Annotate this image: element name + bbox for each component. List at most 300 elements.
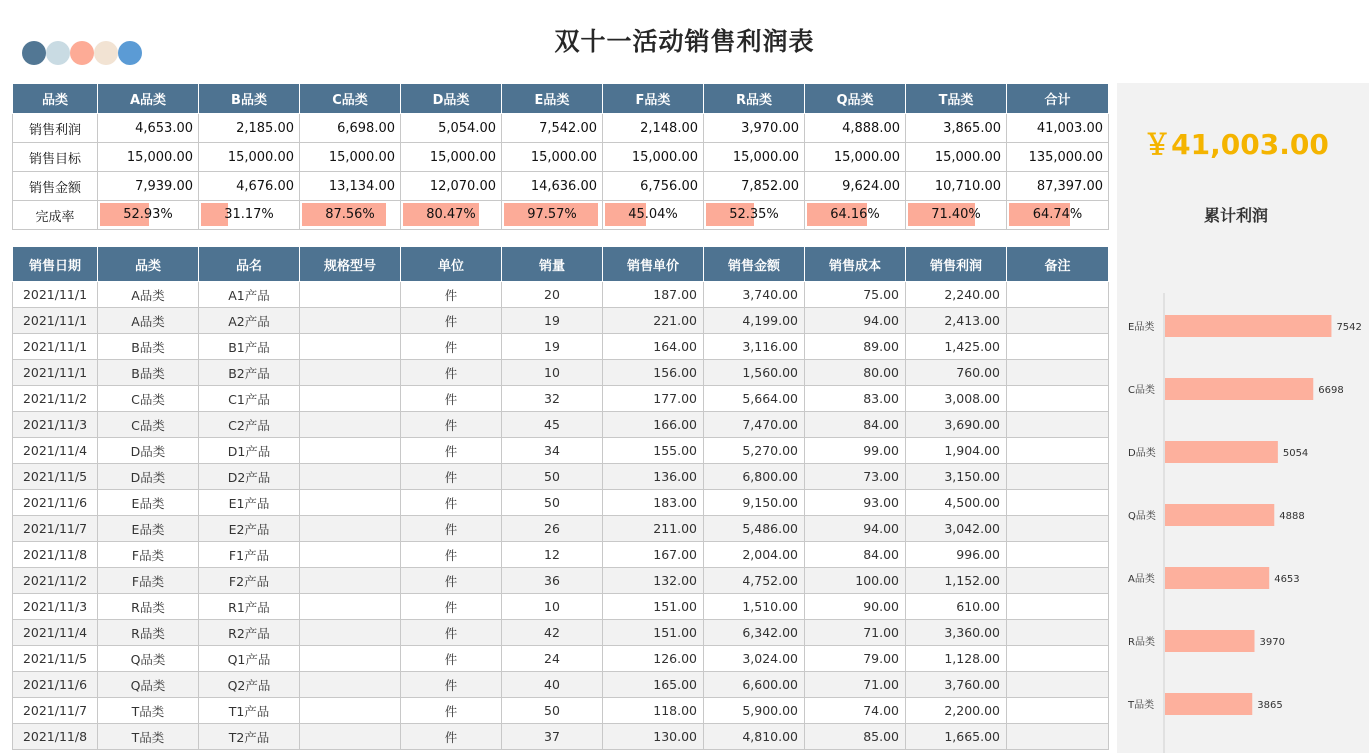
completion-rate-cell xyxy=(704,201,805,230)
table-cell[interactable]: 50 xyxy=(502,464,603,490)
table-cell[interactable] xyxy=(300,334,401,360)
summary-cell: 9,624.00 xyxy=(805,172,906,201)
table-cell[interactable]: 1,560.00 xyxy=(704,360,805,386)
table-cell[interactable]: Q品类 xyxy=(98,672,199,698)
table-cell[interactable] xyxy=(300,308,401,334)
table-cell[interactable] xyxy=(300,594,401,620)
table-cell[interactable] xyxy=(1007,438,1109,464)
table-cell[interactable]: 40 xyxy=(502,672,603,698)
summary-cell: 15,000.00 xyxy=(906,143,1007,172)
table-cell[interactable]: 71.00 xyxy=(805,620,906,646)
table-cell[interactable]: C品类 xyxy=(98,386,199,412)
chart-category-label: Q品类 xyxy=(1128,511,1156,522)
table-cell[interactable] xyxy=(300,698,401,724)
table-cell[interactable] xyxy=(300,672,401,698)
table-cell[interactable] xyxy=(300,438,401,464)
detail-header-cell: 品名 xyxy=(199,247,300,282)
table-cell[interactable]: 4,810.00 xyxy=(704,724,805,750)
table-cell[interactable]: F品类 xyxy=(98,542,199,568)
table-cell[interactable] xyxy=(300,412,401,438)
summary-cell: 4,888.00 xyxy=(805,114,906,143)
table-cell[interactable]: 2,200.00 xyxy=(906,698,1007,724)
table-row[interactable] xyxy=(13,568,1109,594)
table-cell[interactable]: 99.00 xyxy=(805,438,906,464)
table-cell[interactable]: 130.00 xyxy=(603,724,704,750)
summary-cell: 135,000.00 xyxy=(1007,143,1109,172)
table-cell[interactable]: 93.00 xyxy=(805,490,906,516)
summary-cell: 14,636.00 xyxy=(502,172,603,201)
table-cell[interactable]: 151.00 xyxy=(603,620,704,646)
table-cell[interactable]: 5,270.00 xyxy=(704,438,805,464)
table-cell[interactable] xyxy=(1007,542,1109,568)
table-cell[interactable]: 45 xyxy=(502,412,603,438)
table-cell[interactable]: 84.00 xyxy=(805,542,906,568)
summary-cell: 15,000.00 xyxy=(199,143,300,172)
table-cell[interactable] xyxy=(1007,386,1109,412)
table-cell[interactable]: Q2产品 xyxy=(199,672,300,698)
table-cell[interactable]: 34 xyxy=(502,438,603,464)
table-cell[interactable]: 610.00 xyxy=(906,594,1007,620)
summary-cell: 13,134.00 xyxy=(300,172,401,201)
table-cell[interactable]: 3,116.00 xyxy=(704,334,805,360)
table-cell[interactable]: A品类 xyxy=(98,282,199,308)
table-cell[interactable]: 件 xyxy=(401,282,502,308)
table-row[interactable] xyxy=(13,620,1109,646)
chart-value-label: 3970 xyxy=(1259,637,1285,648)
table-cell[interactable]: T2产品 xyxy=(199,724,300,750)
table-cell[interactable]: 2021/11/6 xyxy=(13,672,98,698)
table-cell[interactable]: 75.00 xyxy=(805,282,906,308)
completion-rate-cell xyxy=(502,201,603,230)
table-cell[interactable]: 1,510.00 xyxy=(704,594,805,620)
detail-header-cell: 销售成本 xyxy=(805,247,906,282)
table-cell[interactable] xyxy=(1007,646,1109,672)
table-cell[interactable] xyxy=(1007,594,1109,620)
table-row[interactable] xyxy=(13,308,1109,334)
table-cell[interactable]: 件 xyxy=(401,516,502,542)
summary-cell: 15,000.00 xyxy=(98,143,199,172)
table-cell[interactable]: B2产品 xyxy=(199,360,300,386)
table-cell[interactable]: 2021/11/7 xyxy=(13,698,98,724)
chart-bar xyxy=(1165,315,1331,337)
table-cell[interactable]: T1产品 xyxy=(199,698,300,724)
table-cell[interactable]: 件 xyxy=(401,698,502,724)
table-cell[interactable]: 1,128.00 xyxy=(906,646,1007,672)
summary-table xyxy=(12,83,1109,230)
table-cell[interactable]: 132.00 xyxy=(603,568,704,594)
table-cell[interactable]: 26 xyxy=(502,516,603,542)
table-row[interactable] xyxy=(13,490,1109,516)
table-cell[interactable]: 89.00 xyxy=(805,334,906,360)
table-cell[interactable]: T品类 xyxy=(98,698,199,724)
table-cell[interactable]: 7,470.00 xyxy=(704,412,805,438)
table-cell[interactable]: A2产品 xyxy=(199,308,300,334)
table-cell[interactable]: F品类 xyxy=(98,568,199,594)
table-row[interactable] xyxy=(13,360,1109,386)
table-cell[interactable] xyxy=(1007,464,1109,490)
table-cell[interactable]: 2021/11/3 xyxy=(13,594,98,620)
chart-value-label: 6698 xyxy=(1318,385,1344,396)
chart-value-label: 5054 xyxy=(1282,448,1309,459)
table-cell[interactable]: 2021/11/1 xyxy=(13,334,98,360)
summary-cell: 15,000.00 xyxy=(502,143,603,172)
detail-header-cell: 规格型号 xyxy=(300,247,401,282)
detail-table xyxy=(12,246,1109,750)
summary-cell: 6,756.00 xyxy=(603,172,704,201)
table-cell[interactable]: Q品类 xyxy=(98,646,199,672)
table-cell[interactable]: 42 xyxy=(502,620,603,646)
completion-rate-value: 64.16% xyxy=(830,207,880,222)
summary-header-cell: T品类 xyxy=(906,84,1007,114)
table-cell[interactable]: C品类 xyxy=(98,412,199,438)
total-profit: ￥41,003.00 xyxy=(1143,128,1329,161)
table-cell[interactable]: 1,152.00 xyxy=(906,568,1007,594)
chart-category-label: D品类 xyxy=(1128,448,1156,459)
summary-cell: 2,185.00 xyxy=(199,114,300,143)
table-cell[interactable]: 2021/11/3 xyxy=(13,412,98,438)
table-cell[interactable] xyxy=(300,542,401,568)
table-cell[interactable]: 165.00 xyxy=(603,672,704,698)
chart-bar xyxy=(1165,441,1278,463)
table-cell[interactable]: 2021/11/4 xyxy=(13,620,98,646)
summary-header-cell: D品类 xyxy=(401,84,502,114)
table-cell[interactable]: 83.00 xyxy=(805,386,906,412)
table-cell[interactable]: 4,752.00 xyxy=(704,568,805,594)
table-cell[interactable]: D1产品 xyxy=(199,438,300,464)
table-cell[interactable]: 件 xyxy=(401,672,502,698)
table-cell[interactable]: 2021/11/5 xyxy=(13,646,98,672)
table-cell[interactable]: R品类 xyxy=(98,594,199,620)
completion-rate-value: 64.74% xyxy=(1032,207,1083,222)
summary-cell: 15,000.00 xyxy=(704,143,805,172)
table-row[interactable] xyxy=(13,438,1109,464)
table-cell[interactable]: 24 xyxy=(502,646,603,672)
table-cell[interactable] xyxy=(300,724,401,750)
table-row[interactable] xyxy=(13,594,1109,620)
table-cell[interactable]: 9,150.00 xyxy=(704,490,805,516)
table-cell[interactable]: 84.00 xyxy=(805,412,906,438)
table-cell[interactable]: 177.00 xyxy=(603,386,704,412)
table-row[interactable] xyxy=(13,464,1109,490)
chart-value-label: 4653 xyxy=(1274,574,1300,585)
table-cell[interactable]: 221.00 xyxy=(603,308,704,334)
table-cell[interactable]: 件 xyxy=(401,542,502,568)
detail-header-cell: 销售单价 xyxy=(603,247,704,282)
completion-rate-cell xyxy=(300,201,401,230)
completion-rate-cell xyxy=(199,201,300,230)
table-row[interactable] xyxy=(13,282,1109,308)
table-row[interactable] xyxy=(13,334,1109,360)
table-cell[interactable]: 73.00 xyxy=(805,464,906,490)
table-cell[interactable] xyxy=(300,646,401,672)
table-row[interactable] xyxy=(13,646,1109,672)
detail-header-cell: 单位 xyxy=(401,247,502,282)
table-cell[interactable]: 1,904.00 xyxy=(906,438,1007,464)
table-row[interactable] xyxy=(13,542,1109,568)
table-cell[interactable]: 79.00 xyxy=(805,646,906,672)
table-cell[interactable]: 155.00 xyxy=(603,438,704,464)
completion-rate-cell xyxy=(1007,201,1109,230)
chart-category-label: R品类 xyxy=(1128,637,1155,648)
summary-cell: 7,939.00 xyxy=(98,172,199,201)
summary-row-label: 完成率 xyxy=(13,201,98,230)
table-cell[interactable]: R2产品 xyxy=(199,620,300,646)
summary-cell: 5,054.00 xyxy=(401,114,502,143)
table-cell[interactable]: R1产品 xyxy=(199,594,300,620)
table-cell[interactable]: 183.00 xyxy=(603,490,704,516)
table-row[interactable] xyxy=(13,698,1109,724)
summary-cell: 2,148.00 xyxy=(603,114,704,143)
summary-header-cell: 品类 xyxy=(13,84,98,114)
table-cell[interactable]: 3,008.00 xyxy=(906,386,1007,412)
table-cell[interactable]: 151.00 xyxy=(603,594,704,620)
detail-header-cell: 品类 xyxy=(98,247,199,282)
table-cell[interactable]: 3,024.00 xyxy=(704,646,805,672)
table-cell[interactable]: 2,240.00 xyxy=(906,282,1007,308)
table-cell[interactable]: 件 xyxy=(401,490,502,516)
table-cell[interactable] xyxy=(300,360,401,386)
table-cell[interactable]: 2021/11/8 xyxy=(13,724,98,750)
table-cell[interactable] xyxy=(1007,516,1109,542)
chart-bar xyxy=(1165,567,1269,589)
table-cell[interactable]: 71.00 xyxy=(805,672,906,698)
table-cell[interactable] xyxy=(1007,724,1109,750)
table-cell[interactable]: 996.00 xyxy=(906,542,1007,568)
summary-header-cell: 合计 xyxy=(1007,84,1109,114)
table-cell[interactable]: 2021/11/5 xyxy=(13,464,98,490)
table-cell[interactable] xyxy=(1007,672,1109,698)
table-cell[interactable]: 2021/11/7 xyxy=(13,516,98,542)
summary-row xyxy=(13,114,1109,143)
chart-value-label: 4888 xyxy=(1279,511,1305,522)
summary-cell: 15,000.00 xyxy=(401,143,502,172)
table-cell[interactable]: 90.00 xyxy=(805,594,906,620)
table-cell[interactable]: 件 xyxy=(401,724,502,750)
table-cell[interactable]: 100.00 xyxy=(805,568,906,594)
summary-cell: 4,676.00 xyxy=(199,172,300,201)
summary-header-cell: R品类 xyxy=(704,84,805,114)
summary-row-label: 销售目标 xyxy=(13,143,98,172)
chart-category-label: E品类 xyxy=(1128,322,1155,333)
table-cell[interactable]: 187.00 xyxy=(603,282,704,308)
table-cell[interactable]: 50 xyxy=(502,698,603,724)
summary-cell: 15,000.00 xyxy=(805,143,906,172)
completion-rate-cell xyxy=(98,201,199,230)
table-cell[interactable]: 126.00 xyxy=(603,646,704,672)
table-cell[interactable]: 156.00 xyxy=(603,360,704,386)
table-cell[interactable]: 5,664.00 xyxy=(704,386,805,412)
profit-panel xyxy=(1117,83,1369,753)
table-cell[interactable]: A1产品 xyxy=(199,282,300,308)
table-cell[interactable]: 件 xyxy=(401,438,502,464)
table-cell[interactable]: 85.00 xyxy=(805,724,906,750)
table-cell[interactable]: 32 xyxy=(502,386,603,412)
table-row[interactable] xyxy=(13,412,1109,438)
detail-header-cell: 备注 xyxy=(1007,247,1109,282)
table-cell[interactable]: R品类 xyxy=(98,620,199,646)
table-cell[interactable]: 6,600.00 xyxy=(704,672,805,698)
table-cell[interactable] xyxy=(300,386,401,412)
completion-rate-value: 80.47% xyxy=(426,207,476,222)
table-cell[interactable]: T品类 xyxy=(98,724,199,750)
summary-row-label: 销售金额 xyxy=(13,172,98,201)
summary-row xyxy=(13,172,1109,201)
table-cell[interactable] xyxy=(1007,490,1109,516)
table-cell[interactable]: 760.00 xyxy=(906,360,1007,386)
table-cell[interactable] xyxy=(1007,282,1109,308)
table-cell[interactable]: B品类 xyxy=(98,334,199,360)
table-cell[interactable]: 2021/11/1 xyxy=(13,282,98,308)
chart-category-label: A品类 xyxy=(1128,574,1155,585)
table-cell[interactable]: 3,760.00 xyxy=(906,672,1007,698)
table-cell[interactable]: 37 xyxy=(502,724,603,750)
summary-cell: 3,970.00 xyxy=(704,114,805,143)
completion-rate-value: 31.17% xyxy=(224,207,274,222)
table-cell[interactable]: 2,004.00 xyxy=(704,542,805,568)
table-cell[interactable]: B1产品 xyxy=(199,334,300,360)
table-cell[interactable]: B品类 xyxy=(98,360,199,386)
page-title: 双十一活动销售利润表 xyxy=(554,27,815,56)
summary-cell: 7,542.00 xyxy=(502,114,603,143)
table-cell[interactable]: 2,413.00 xyxy=(906,308,1007,334)
table-cell[interactable]: E品类 xyxy=(98,490,199,516)
table-cell[interactable]: 2021/11/2 xyxy=(13,386,98,412)
table-cell[interactable]: 6,800.00 xyxy=(704,464,805,490)
chart-bar xyxy=(1165,630,1255,652)
table-row[interactable] xyxy=(13,386,1109,412)
table-cell[interactable]: F2产品 xyxy=(199,568,300,594)
table-cell[interactable]: C1产品 xyxy=(199,386,300,412)
table-cell[interactable]: C2产品 xyxy=(199,412,300,438)
table-cell[interactable]: 74.00 xyxy=(805,698,906,724)
summary-header-cell: A品类 xyxy=(98,84,199,114)
table-cell[interactable]: 20 xyxy=(502,282,603,308)
table-cell[interactable]: 2021/11/2 xyxy=(13,568,98,594)
table-cell[interactable]: Q1产品 xyxy=(199,646,300,672)
table-cell[interactable] xyxy=(300,282,401,308)
table-cell[interactable]: 6,342.00 xyxy=(704,620,805,646)
table-cell[interactable]: 1,425.00 xyxy=(906,334,1007,360)
table-cell[interactable]: E品类 xyxy=(98,516,199,542)
table-cell[interactable]: 3,360.00 xyxy=(906,620,1007,646)
completion-rate-row xyxy=(13,201,1109,230)
table-cell[interactable] xyxy=(1007,412,1109,438)
table-cell[interactable] xyxy=(300,490,401,516)
table-cell[interactable] xyxy=(1007,308,1109,334)
completion-rate-value: 87.56% xyxy=(325,207,375,222)
table-cell[interactable]: 5,486.00 xyxy=(704,516,805,542)
table-cell[interactable] xyxy=(1007,334,1109,360)
table-cell[interactable] xyxy=(300,516,401,542)
table-cell[interactable] xyxy=(300,568,401,594)
table-cell[interactable]: 4,199.00 xyxy=(704,308,805,334)
table-cell[interactable]: 211.00 xyxy=(603,516,704,542)
table-cell[interactable]: 件 xyxy=(401,386,502,412)
table-cell[interactable] xyxy=(1007,360,1109,386)
summary-header-cell: F品类 xyxy=(603,84,704,114)
table-cell[interactable]: E2产品 xyxy=(199,516,300,542)
table-cell[interactable]: 2021/11/4 xyxy=(13,438,98,464)
table-cell[interactable]: D品类 xyxy=(98,464,199,490)
chart-bar xyxy=(1165,378,1313,400)
summary-header-cell: B品类 xyxy=(199,84,300,114)
table-cell[interactable]: 19 xyxy=(502,334,603,360)
table-cell[interactable]: 5,900.00 xyxy=(704,698,805,724)
table-cell[interactable]: 件 xyxy=(401,620,502,646)
table-cell[interactable]: 50 xyxy=(502,490,603,516)
table-cell[interactable]: 80.00 xyxy=(805,360,906,386)
table-cell[interactable]: 1,665.00 xyxy=(906,724,1007,750)
table-cell[interactable]: 3,690.00 xyxy=(906,412,1007,438)
table-cell[interactable]: 136.00 xyxy=(603,464,704,490)
summary-cell: 6,698.00 xyxy=(300,114,401,143)
table-cell[interactable]: E1产品 xyxy=(199,490,300,516)
table-cell[interactable]: 118.00 xyxy=(603,698,704,724)
table-cell[interactable] xyxy=(300,464,401,490)
table-cell[interactable]: 10 xyxy=(502,360,603,386)
table-cell[interactable]: 164.00 xyxy=(603,334,704,360)
table-row[interactable] xyxy=(13,672,1109,698)
completion-rate-value: 52.35% xyxy=(729,207,779,222)
table-cell[interactable]: 2021/11/1 xyxy=(13,308,98,334)
completion-rate-cell xyxy=(805,201,906,230)
table-cell[interactable]: D2产品 xyxy=(199,464,300,490)
table-cell[interactable]: 件 xyxy=(401,412,502,438)
summary-cell: 12,070.00 xyxy=(401,172,502,201)
table-cell[interactable] xyxy=(300,620,401,646)
completion-rate-cell xyxy=(401,201,502,230)
table-cell[interactable]: 166.00 xyxy=(603,412,704,438)
table-cell[interactable]: 3,740.00 xyxy=(704,282,805,308)
table-cell[interactable] xyxy=(1007,620,1109,646)
table-cell[interactable]: 件 xyxy=(401,568,502,594)
table-cell[interactable]: 件 xyxy=(401,594,502,620)
table-cell[interactable]: 2021/11/8 xyxy=(13,542,98,568)
completion-rate-value: 52.93% xyxy=(123,207,173,222)
table-cell[interactable] xyxy=(1007,698,1109,724)
table-cell[interactable] xyxy=(1007,568,1109,594)
table-cell[interactable]: 10 xyxy=(502,594,603,620)
table-cell[interactable]: 36 xyxy=(502,568,603,594)
table-cell[interactable]: F1产品 xyxy=(199,542,300,568)
completion-rate-cell xyxy=(906,201,1007,230)
table-cell[interactable]: 2021/11/6 xyxy=(13,490,98,516)
table-cell[interactable]: 167.00 xyxy=(603,542,704,568)
table-cell[interactable]: 12 xyxy=(502,542,603,568)
table-cell[interactable]: 3,150.00 xyxy=(906,464,1007,490)
table-cell[interactable]: 19 xyxy=(502,308,603,334)
summary-cell: 3,865.00 xyxy=(906,114,1007,143)
detail-header-cell: 销售金额 xyxy=(704,247,805,282)
table-cell[interactable]: 件 xyxy=(401,334,502,360)
table-cell[interactable]: D品类 xyxy=(98,438,199,464)
table-row[interactable] xyxy=(13,724,1109,750)
table-cell[interactable]: 件 xyxy=(401,464,502,490)
table-row[interactable] xyxy=(13,516,1109,542)
table-cell[interactable]: 3,042.00 xyxy=(906,516,1007,542)
table-cell[interactable]: 件 xyxy=(401,360,502,386)
table-cell[interactable]: 4,500.00 xyxy=(906,490,1007,516)
chart-category-label: T品类 xyxy=(1128,700,1155,711)
table-cell[interactable]: 件 xyxy=(401,646,502,672)
summary-row-label: 销售利润 xyxy=(13,114,98,143)
table-cell[interactable]: 94.00 xyxy=(805,308,906,334)
table-cell[interactable]: 94.00 xyxy=(805,516,906,542)
summary-cell: 41,003.00 xyxy=(1007,114,1109,143)
table-cell[interactable]: 2021/11/1 xyxy=(13,360,98,386)
table-cell[interactable]: A品类 xyxy=(98,308,199,334)
table-cell[interactable]: 件 xyxy=(401,308,502,334)
